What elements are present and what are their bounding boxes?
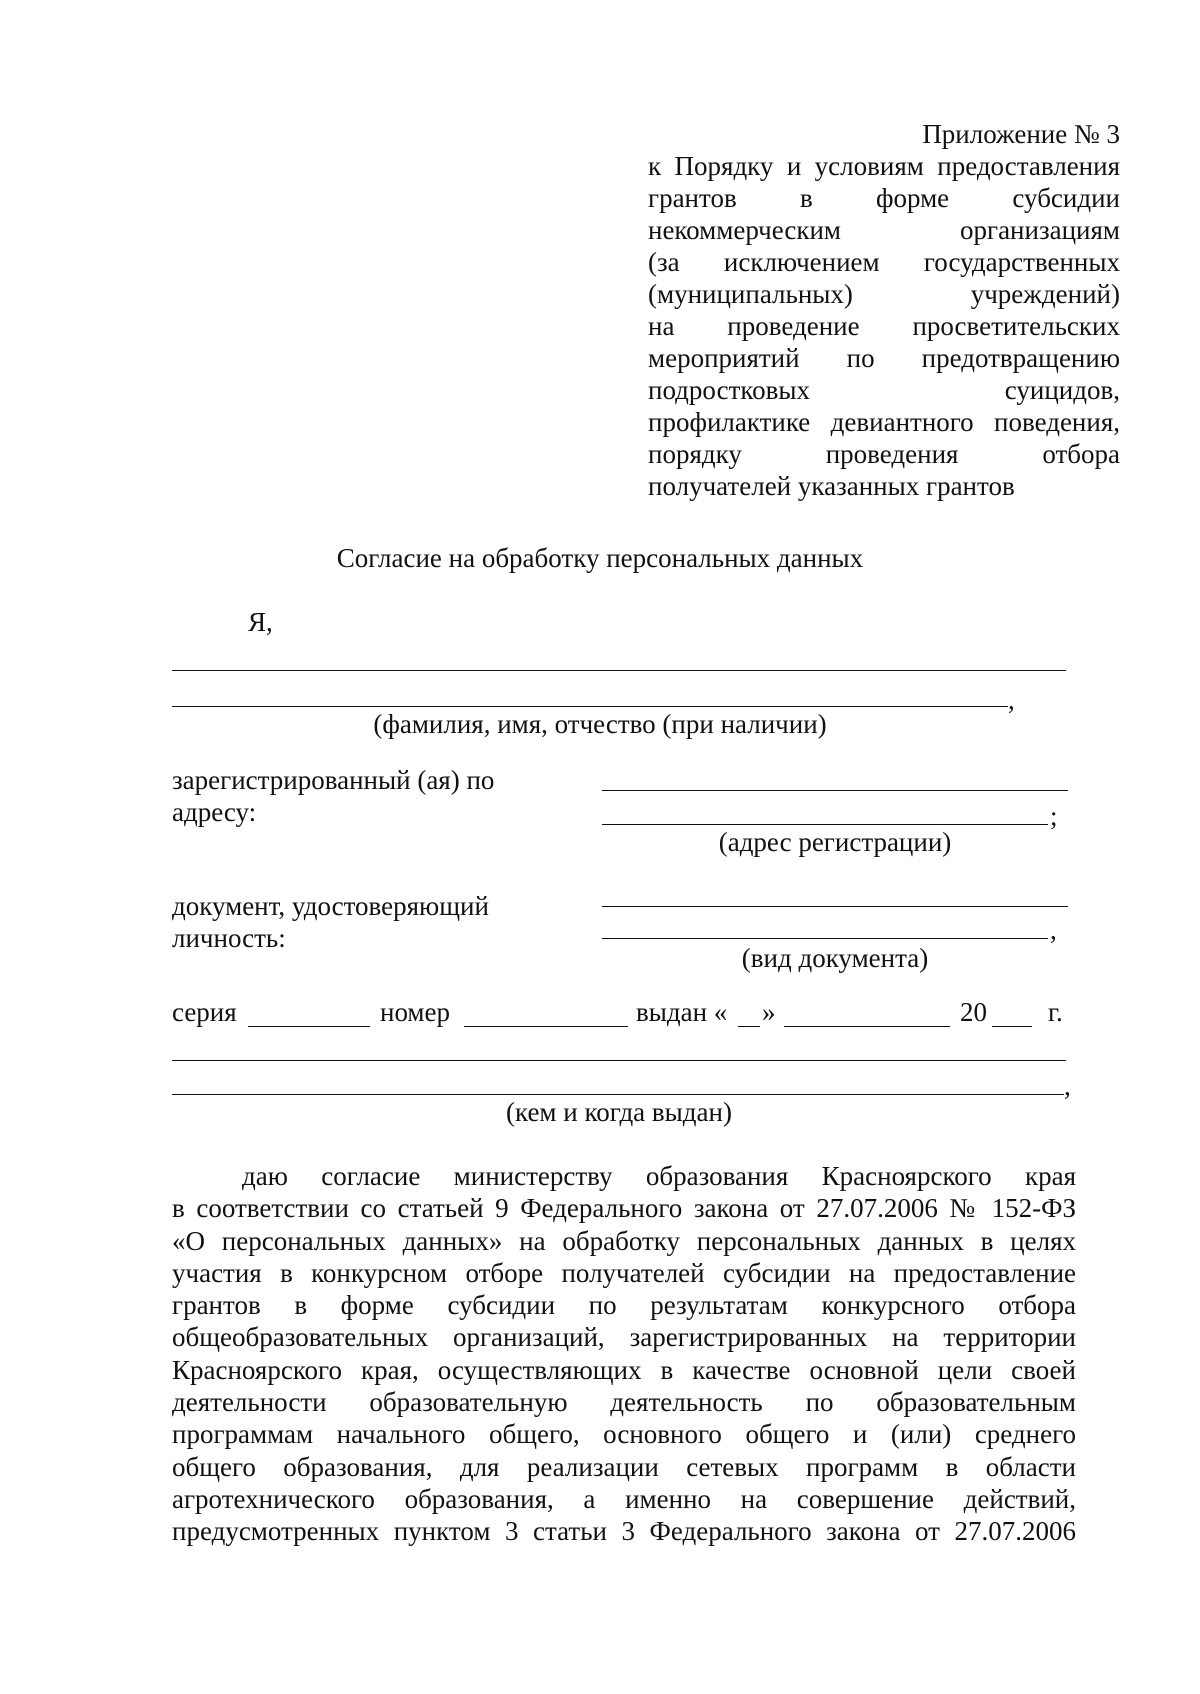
issued-by-line-2[interactable] bbox=[172, 1094, 1064, 1095]
paragraph-line: общего образования, для реализации сетевых программ в области bbox=[172, 1451, 1076, 1482]
address-line-2[interactable] bbox=[602, 824, 1048, 825]
appendix-line: (муниципальных) учреждений) bbox=[648, 279, 1120, 309]
address-caption: (адрес регистрации) bbox=[718, 827, 952, 857]
fio-comma: , bbox=[1008, 685, 1015, 715]
year-suffix: г. bbox=[1048, 997, 1063, 1027]
document-line-2[interactable] bbox=[602, 938, 1048, 939]
registered-label: зарегистрированный (ая) по bbox=[172, 765, 495, 795]
issued-by-line-1[interactable] bbox=[172, 1060, 1066, 1061]
appendix-line: к Порядку и условиям предоставления bbox=[648, 151, 1120, 181]
paragraph-line: даю согласие министерству образования Красноярского края bbox=[242, 1161, 1076, 1191]
issued-by-caption: (кем и когда выдан) bbox=[506, 1097, 732, 1127]
appendix-block bbox=[648, 118, 1120, 502]
paragraph-line: общеобразовательных организаций, зарегистрированных на территории bbox=[172, 1322, 1076, 1353]
issued-by-comma: , bbox=[1064, 1071, 1071, 1101]
address-line-1[interactable] bbox=[602, 790, 1068, 791]
paragraph-line: в соответствии со статьей 9 Федерального закона от 27.07.2006 № 152-ФЗ bbox=[172, 1193, 1076, 1224]
appendix-line: грантов в форме субсидии bbox=[648, 183, 1120, 213]
paragraph-line: «О персональных данных» на обработку персональных данных в целях bbox=[172, 1225, 1076, 1256]
paragraph-line: агротехнического образования, а именно на совершение действий, bbox=[172, 1483, 1076, 1514]
appendix-line: некоммерческим организациям bbox=[648, 215, 1120, 245]
appendix-line: получателей указанных грантов bbox=[648, 471, 1015, 501]
document-label-cont: личность: bbox=[172, 923, 286, 953]
i-label: Я, bbox=[248, 607, 273, 637]
appendix-line: на проведение просветительских bbox=[648, 311, 1120, 341]
address-semicolon: ; bbox=[1050, 801, 1058, 831]
document-comma: , bbox=[1050, 915, 1057, 945]
year-prefix: 20 bbox=[960, 997, 987, 1027]
appendix-line: мероприятий по предотвращению bbox=[648, 343, 1120, 373]
fio-line-1[interactable] bbox=[172, 670, 1066, 671]
series-field[interactable] bbox=[248, 1026, 370, 1027]
appendix-line: подростковых суицидов, bbox=[648, 375, 1120, 405]
document-label: документ, удостоверяющий bbox=[172, 891, 489, 921]
appendix-line: профилактике девиантного поведения, bbox=[648, 407, 1120, 437]
fio-caption: (фамилия, имя, отчество (при наличии) bbox=[373, 709, 827, 739]
series-label: серия bbox=[172, 997, 237, 1027]
paragraph-line: участия в конкурсном отборе получателей субсидии на предоставление bbox=[172, 1257, 1076, 1288]
issued-day-field[interactable] bbox=[738, 1026, 760, 1027]
appendix-line: порядку проведения отбора bbox=[648, 439, 1120, 469]
paragraph-line: предусмотренных пунктом 3 статьи 3 Федерального закона от 27.07.2006 bbox=[172, 1516, 1076, 1547]
document-caption: (вид документа) bbox=[741, 943, 929, 973]
number-label: номер bbox=[380, 997, 451, 1027]
paragraph-line: деятельности образовательную деятельность по образовательным bbox=[172, 1387, 1076, 1418]
issued-year-field[interactable] bbox=[992, 1026, 1032, 1027]
document-line-1[interactable] bbox=[602, 906, 1068, 907]
fio-line-2[interactable] bbox=[172, 706, 1008, 707]
consent-paragraph bbox=[172, 1160, 1076, 1548]
document-title: Согласие на обработку персональных данных bbox=[336, 543, 864, 573]
registered-label-cont: адресу: bbox=[172, 797, 257, 827]
number-field[interactable] bbox=[464, 1026, 628, 1027]
appendix-number: Приложение № 3 bbox=[922, 119, 1120, 149]
paragraph-line: грантов в форме субсидии по результатам конкурсного отбора bbox=[172, 1290, 1076, 1321]
paragraph-line: Красноярского края, осуществляющих в качестве основной цели своей bbox=[172, 1354, 1076, 1385]
issued-quote-close: » bbox=[762, 997, 776, 1027]
appendix-line: (за исключением государственных bbox=[648, 247, 1120, 277]
issued-label: выдан « bbox=[636, 997, 728, 1027]
issued-month-field[interactable] bbox=[784, 1026, 950, 1027]
paragraph-line: программам начального общего, основного общего и (или) среднего bbox=[172, 1419, 1076, 1450]
